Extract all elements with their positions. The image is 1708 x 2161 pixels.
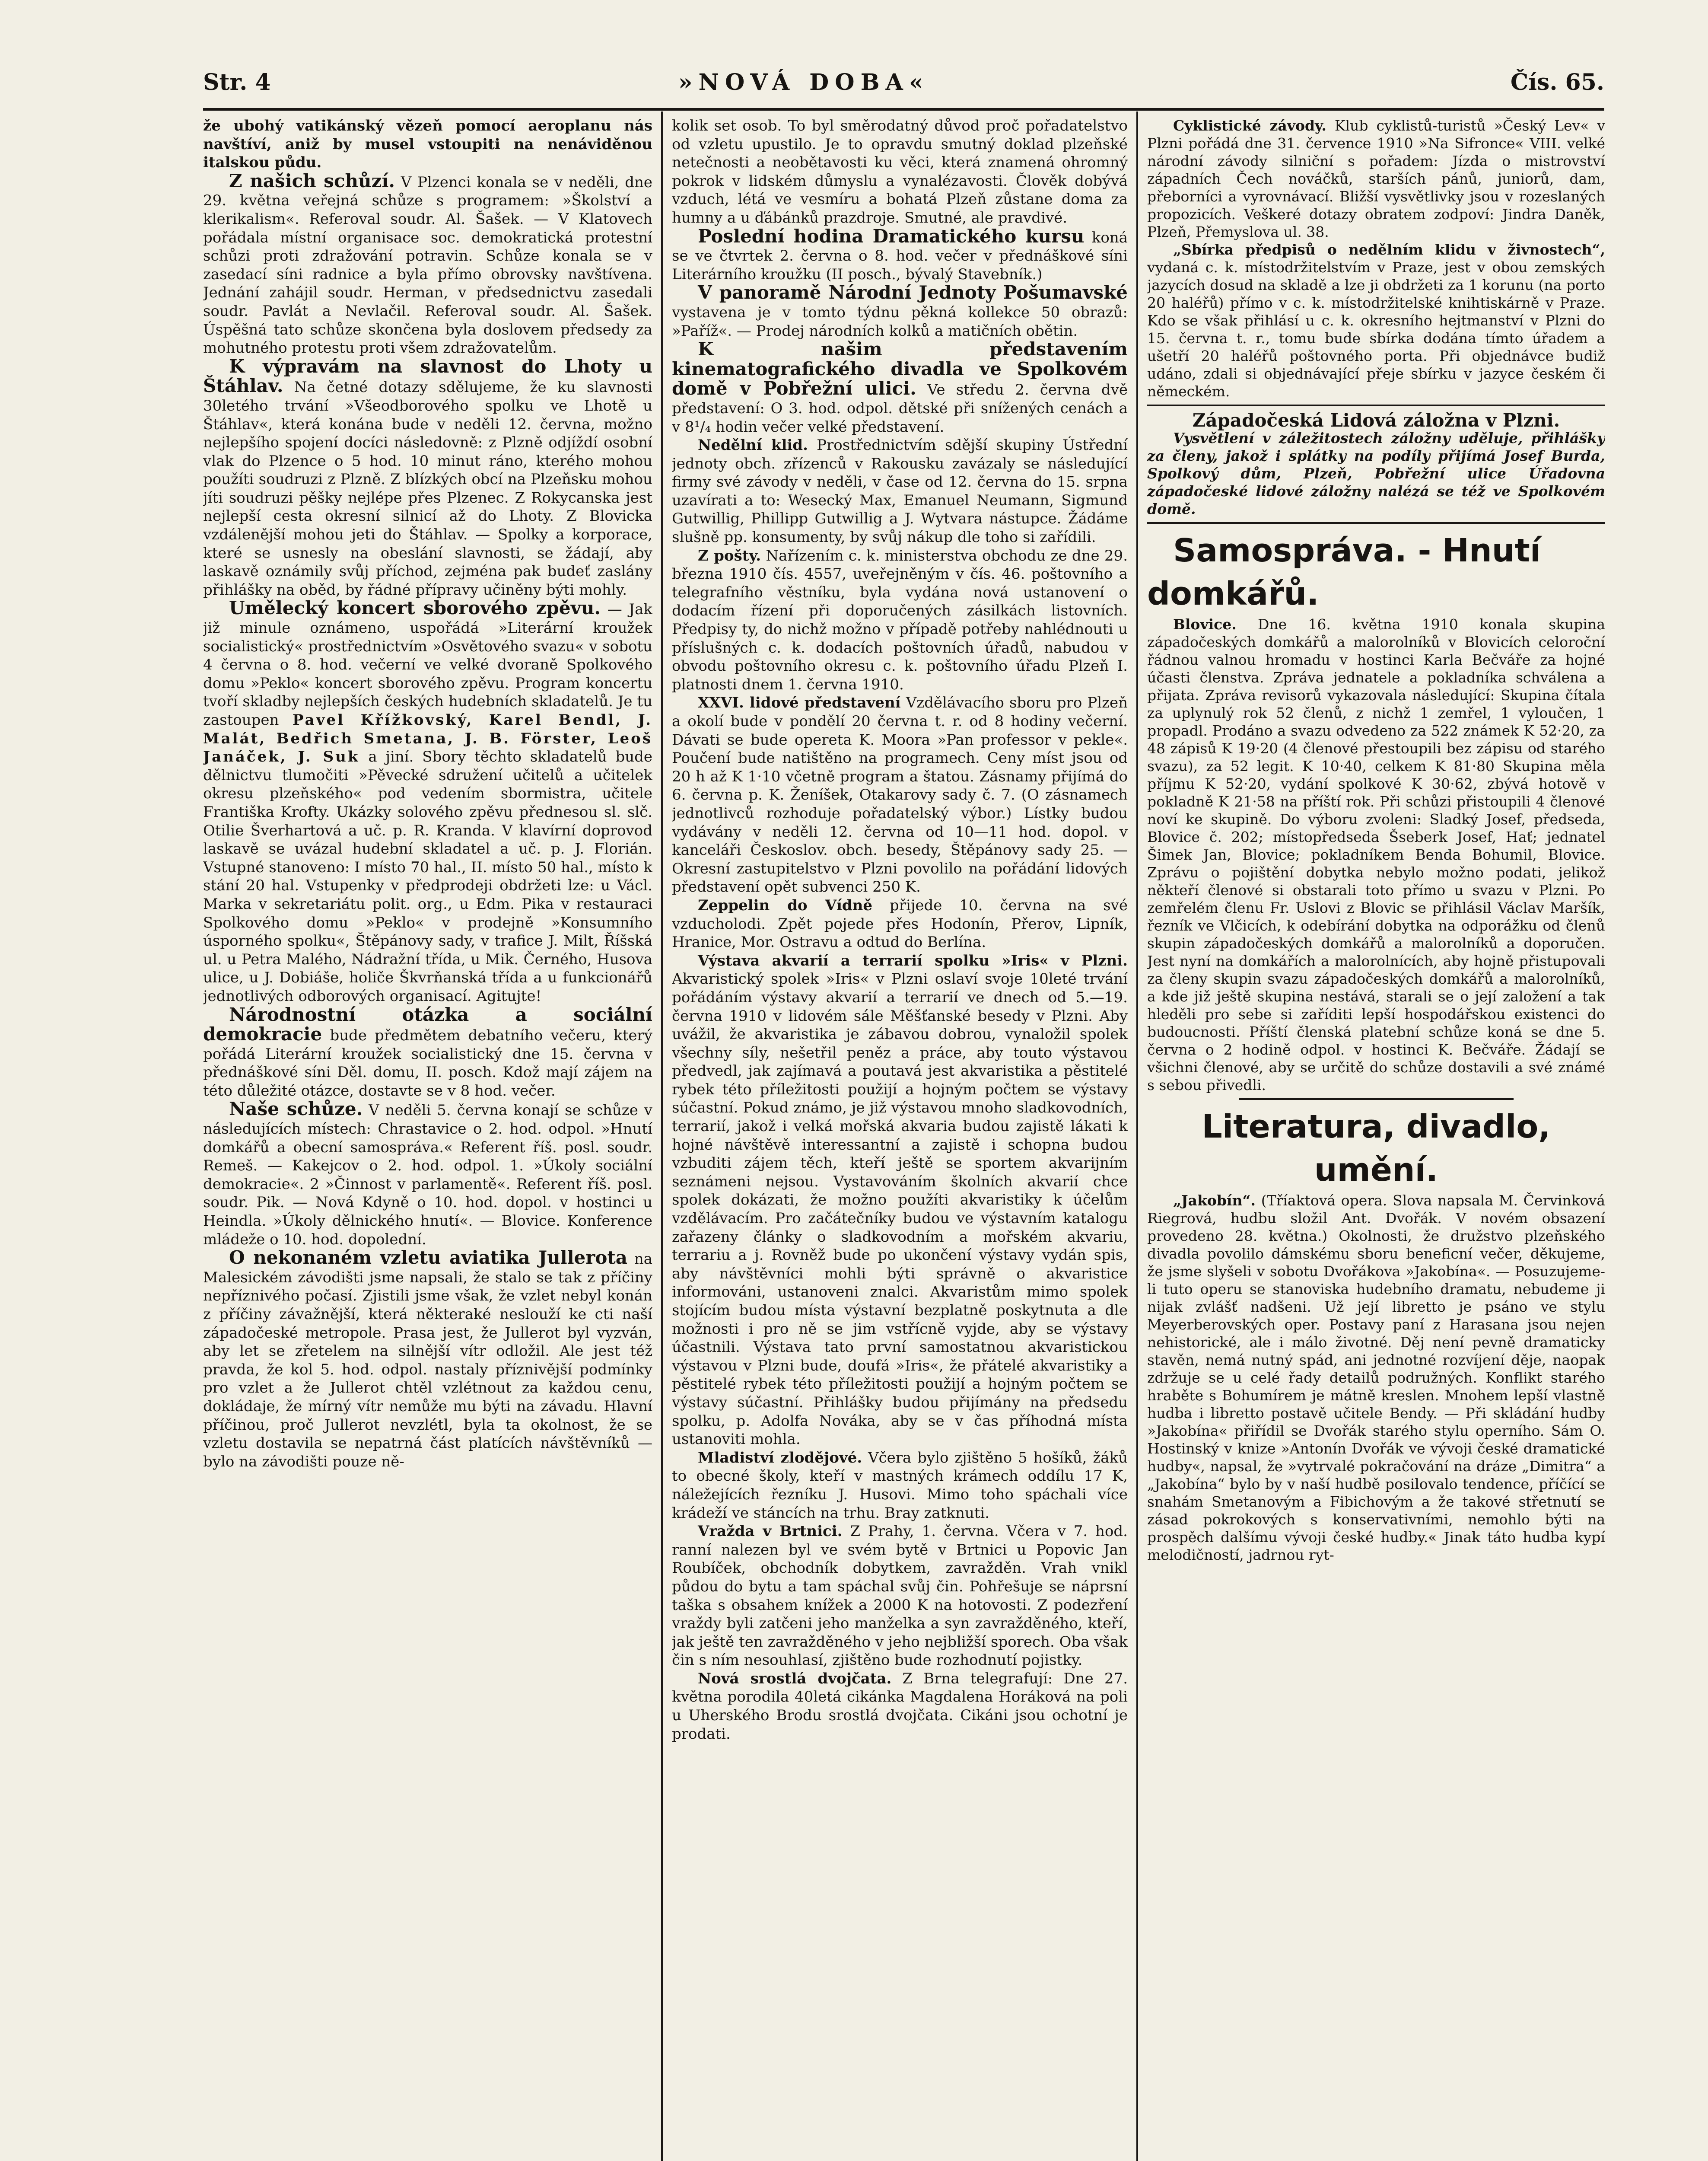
column-2 xyxy=(672,117,1128,2161)
article-vrazda: Vražda v Brtnici. Z Prahy, 1. června. Včera v 7. hod. ranní nalezen byl ve svém bytě v Brtnici u Popovic Jan Roubíček, obchodník dobytkem, zavražděn. Vrah vnikl půdou do bytu a tam spáchal svůj čin. Pohřešuje se náprsní taška s obsahem knížek a 2000 K na hotovosti. Z podezření vraždy byli zatčeni jeho manželka a syn zavražděného, kteří, jak ještě ten zavražděného v jeho nejbližší sporech. Oba však čin s ním nesouhlasí, zjištěno bude rozhodnutí pojistky. xyxy=(672,1523,1128,1669)
column-3 xyxy=(1147,117,1605,2161)
article-jakobin: „Jakobín“. (Tříaktová opera. Slova napsala M. Červinková Riegrová, hudbu složil Ant. Dvořák. V novém obsazení provedeno 28. května.) Okolnosti, že družstvo plzeňského divadla povolilo dámskému sboru beneficní večer, děkujeme, že jsme slyšeli v sobotu Dvořákova »Jakobína«. — Posuzujeme-li tuto operu se stanoviska hudebního dramatu, nebudeme ji nijak zvlášť nadšeni. Už její libretto je psáno ve stylu Meyerberovských oper. Postavy paní z Harasana jsou nejen nehistorické, ale i málo životné. Děj není pevně dramaticky stavěn, nemá nutný spád, ani jednotné rozvíjení děje, naopak zdržuje se u celé řady detailů podružných. Konflikt starého hraběte s Bohumírem je mátně kreslen. Mnohem lepší vlastně hudba i libretto postavě učitele Bendy. — Při skládání hudby »Jakobína« přiřídil se Dvořák starého stylu operního. Sám O. Hostinský v knize »Antonín Dvořák ve vývoji české dramatické hudby«, napsal, že »vytrvalé pokračování na dráze „Dimitra“ a „Jakobína“ bylo by v naší hudbě posilovalo tendence, příčící se snahám Smetanovým a Fibichovým a že takové střetnutí se zásad pokrokových s konservativními, nemohlo býti na prospěch dalšímu vývoji české hudby.« Jinak táto hudba kypí melodičností, jadrnou ryt- xyxy=(1147,1192,1605,1563)
ad-zalozna-body: Vysvětlení v záležitostech záložny uděluje, přihlášky za členy, jakož i splátky na podíly přijímá Josef Burda, Spolkový dům, Plzeň, Pobřežní ulice Úřadovna západočeské lidové záložny nalézá se též ve Spolkovém domě. xyxy=(1147,430,1605,517)
article-panorama: V panoramě Národní Jednoty Pošumavské vystavena je v tomto týdnu pěkná kollekce 50 obrazů: »Paříž«. — Prodej národních kolků a matičních obětin. xyxy=(672,282,1128,340)
page-number-left: Str. 4 xyxy=(203,69,271,96)
article-koncert: Umělecký koncert sborového zpěvu. — Jak již minule oznámeno, uspořádá »Literární kroužek socialistický« prostřednictvím »Osvětového svazu« v sobotu 4 června o 8. hod. večerní ve velké dvoraně Spolkového domu »Peklo« koncert sborového zpěvu. Program koncertu tvoří skladby nejlepších českých hudebních skladatelů. Je tu zastoupen Pavel Křížkovský, Karel Bendl, J. Malát, Bedřich Smetana, J. B. Förster, Leoš Janáček, J. Suk a jiní. Sbory těchto skladatelů bude dělnictvu tlumočiti »Pěvecké sdružení učitelů a učitelek okresu plzeňského« pod vedením sbormistra, učitele Františka Krofty. Ukázky solového zpěvu přednesou sl. slč. Otilie Šverhartová a uč. p. R. Kranda. V klavírní doprovod laskavě se uvázal hudební skladatel a uč. p. J. Florián. Vstupné stanoveno: I místo 70 hal., II. místo 50 hal., místo k stání 20 hal. Vstupenky v předprodeji obdržeti lze: u Václ. Marka v sekretariátu polit. org., u Edm. Pika v restauraci Spolkového domu »Peklo« v prodejně »Konsumního úsporného spolku«, Štěpánovy sady, v trafice J. Milt, Říšská ul. u Petra Malého, Nádražní třída, u Mik. Černého, Husova ulice, u J. Dobiáše, holiče Škvrňanská třída a u funkcionářů jednotlivých odborových organisací. Agitujte! xyxy=(203,597,652,1005)
article-vystava-akvarii: Výstava akvarií a terrarií spolku »Iris« v Plzni. Akvaristický spolek »Iris« v Plzni oslaví svoje 10leté trvání pořádáním výstavy akvarií a terrarií ve dnech od 5.—19. června 1910 v lidovém sále Měšťanské besedy v Plzni. Aby uvážil, že akvaristika je zábavou dobrou, vynaložil spolek všechny síly, nešetřil peněz a práce, aby touto výstavou předvedl, jak zajímavá a poutavá jest akvaristika a pěstitelé rybek této příležitosti použijí a hojným počtem se výstavy súčastní. Pokud známo, je již výstavou mnoho sladkovodních, terrarií, jakož i velká mořská akvaria budou zajistě lákati k hojné návštěvě interessantní a zajistě i schopna budou vzbuditi zájem těch, kteří ještě se sportem akvarijním seznámeni nejsou. Vystavováním školních akvarií chce spolek dokázati, že možno použíti akvaristiky k účelům vzdělávacím. Pro začátečníky budou ve výstavním katalogu zařazeny články o sladkovodním a mořském akvariu, terrariu a j. Rovněž bude po ukončení výstavy vydán spis, aby návštěvníci mohli býti správně o akvaristice informováni, ustanoveni znalci. Akvaristům mimo spolek stojícím budou místa výstavní bezplatně poskytnuta a dle možnosti i pro ně se jim vstřícně vyjde, aby se výstavy účastnili. Výstava tato první samostatnou akvaristickou výstavou v Plzni bude, doufá »Iris«, že přátelé akvaristiky a pěstitelé rybek této příležitosti použijí a hojným počtem se výstavy súčastní. Přihlášky budou přijímány na předsedu spolku, p. Adolfa Nováka, aby se v čas příhodná místa ustanoviti mohla. xyxy=(672,952,1128,1448)
column-1 xyxy=(203,117,652,2161)
column-divider-2 xyxy=(1136,112,1138,2161)
masthead-title: »NOVÁ DOBA« xyxy=(678,69,929,96)
article-nase-schuze: Naše schůze. V neděli 5. června konají se schůze v následujících místech: Chrastavice o 2. hod. odpol. »Hnutí domkářů a obecní samospráva.« Referent říš. posl. soudr. Remeš. — Kakejcov o 2. hod. odpol. 1. »Úkoly sociální demokracie«. 2 »Činnost v parlamentě«. Referent říš. posl. soudr. Pik. — Nová Kdyně o 10. hod. dopol. v hostinci u Heindla. »Úkoly dělnického hnutí«. — Blovice. Konference mládeže o 10. hod. dopolední. xyxy=(203,1098,652,1248)
article-blovice: Blovice. Dne 16. května 1910 konala skupina západočeských domkářů a malorolníků v Blovicích celoroční řádnou valnou hromadu v hostinci Karla Bečváře za hojné účasti členstva. Zpráva jednatele a pokladníka schválena a přijata. Zpráva revisorů vykazovala následující: Skupina čítala za uplynulý rok 52 členů, z nichž 1 zemřel, 1 vyloučen, 1 propadl. Prodáno a svazu odvedeno za 522 známek K 52·20, za 48 zápisů K 19·20 (4 členové přestoupili bez zápisu od starého svazu), za 52 legit. K 10·40, celkem K 81·80 Skupina měla příjmu K 52·20, vydání spolkové K 30·62, zbývá hotově v pokladně K 21·58 na příští rok. Při schůzi přistoupili 4 členové noví ke skupině. Do výboru zvoleni: Sladký Josef, předseda, Blovice č. 202; místopředseda Šseberk Josef, Hať; jednatel Šimek Jan, Blovice; pokladníkem Benda Bohumil, Blovice. Zprávu o pojištění dobytka nebylo možno podati, jelikož někteří členové si obstarali toto přímo u svazu v Plzni. Po zemřelém členu Fr. Uslovi z Blovic se přihlásil Václav Maršík, řezník ve Vlčicích, k odebírání dobytka na odporážku od členů skupin západočeských domkářů a malorolníků a doporučen. Jest nyní na domkářích a malorolnících, aby hojně přistupovali za členy skupin svazu západočeských domkářů a malorolníků, a kde již ještě skupina nestává, starali se o její založení a tak hleděli pro sebe si zaříditi lepší hospodářskou existenci do budoucnosti. Příští členská platební schůze koná se dne 5. června o 2 hodině odpol. v hostinci K. Bečváře. Žádají se všichni členové, aby se určitě do schůze dostavili a své známé s sebou přivedli. xyxy=(1147,616,1605,1093)
article-zeppelin: Zeppelin do Vídně přijede 10. června na své vzducholodi. Zpět pojede přes Hodonín, Přerov, Lipník, Hranice, Mor. Ostravu a odtud do Berlína. xyxy=(672,896,1128,951)
article-jullerot-continued: kolik set osob. To byl směrodatný důvod proč pořadatelstvo od vzletu upustilo. Je to opravdu smutný doklad plzeňské netečnosti a neobětavosti ku věci, která znamená ohromný pokrok v lidském důmyslu a vynalézavosti. Člověk dobývá vzduch, létá ve vesmíru a bohatá Plzeň zůstane doma za humny a u ďábánků prazdroje. Smutné, ale pravdivé. xyxy=(672,117,1128,226)
article-continuation: že ubohý vatikánský vězeň pomocí aeroplanu nás navštíví, aniž by musel vstoupiti na nenáviděnou italskou půdu. xyxy=(203,117,652,172)
section-rule xyxy=(1239,1098,1514,1100)
section-title-samosprava: Samospráva. - Hnutí domkářů. xyxy=(1147,532,1541,612)
article-narodnostni-otazka: Národnostní otázka a sociální demokracie bude předmětem debatního večeru, který pořádá Literární kroužek socialistický dne 15. června v přednáškové síni Děl. domu, II. posch. Kdož mají zájem na této důležité otázce, dostavte se v 8 hod. večer. xyxy=(203,1004,652,1100)
article-z-posty: Z pošty. Nařízením c. k. ministerstva obchodu ze dne 29. března 1910 čís. 4557, uveřejněným v čís. 46. poštovního a telegrafního věstníku, byla vydána nová ustanovení o dodacím řízení při doporučených zásilkách listovních. Předpisy ty, do nichž možno v případě potřeby nahlédnouti u příslušných c. k. dodacích poštovních úřadů, nabudou v obvodu poštovního okresu c. k. poštovního úřadu Plzeň I. platnosti dnem 1. června 1910. xyxy=(672,547,1128,693)
issue-number: Čís. 65. xyxy=(1510,69,1604,96)
article-dramaticky-kurs: Poslední hodina Dramatického kursu koná se ve čtvrtek 2. června o 8. hod. večer v přednáškové síni Literárního kroužku (II posch., bývalý Stavebník.) xyxy=(672,225,1128,283)
ad-zalozna-title: Západočeská Lidová záložna v Plzni. xyxy=(1192,410,1560,431)
section-title-literatura: Literatura, divadlo, umění. xyxy=(1202,1108,1551,1189)
article-nasich-schuzi: Z našich schůzí. V Plzenci konala se v neděli, dne 29. května veřejná schůze s programem: »Školství a klerikalism«. Referoval soudr. Al. Šašek. — V Klatovech pořádala místní organisace soc. demokratická protestní schůzi proti zdražování potravin. Schůze konala se v zasedací síni radnice a byla přímo obrovsky navštívena. Jednání zahájil soudr. Herman, v předsednictvu zasedali soudr. Pavlát a Nevlačil. Referoval soudr. Al. Šašek. Úspěšná tato schůze skončena byla doslovem předsedy za mohutného protestu proti všem zdražovatelům. xyxy=(203,170,652,357)
box-rule-top xyxy=(1147,405,1605,406)
page-header xyxy=(203,65,1604,104)
header-rule xyxy=(203,108,1604,111)
article-sbirka-predpisu: „Sbírka předpisů o nedělním klidu v živnostech“, vydaná c. k. místodržitelstvím v Praze, jest v obou zemských jazycích dosud na skladě a lze ji obdržeti za 1 korunu (na porto 20 haléřů) přímo v c. k. místodržitelské knihtiskárně v Praze. Kdo se však přihlásí u c. k. okresního hejtmanství v Plzni do 15. června t. r., tomu bude sbírka dodána tímto úřadem a ušetří 20 haléřů poštovného porta. Při objednávce budiž udáno, zdali si objednávající přeje sbírku v jazyce českém či německém. xyxy=(1147,241,1605,400)
article-dvojcata: Nová srostlá dvojčata. Z Brna telegrafují: Dne 27. května porodila 40letá cikánka Magdalena Horáková na poli u Uherského Brodu srostlá dvojčata. Cikáni jsou ochotní je prodati. xyxy=(672,1670,1128,1743)
article-kinematograf: K našim představením kinematografického divadla ve Spolkovém domě v Pobřežní ulici. Ve středu 2. června dvě představení: O 3. hod. odpol. dětské při snížených cenách a v 8¹/₄ hodin večer velké představení. xyxy=(672,338,1128,436)
article-zlodejove: Mladiství zlodějové. Včera bylo zjištěno 5 hošíků, žáků to obecné školy, kteří v mastných krámech oddílu 17 K, náležejících řezníku J. Husovi. Mimo toho spáchali více krádeží ve stáncích na trhu. Bray zatknuti. xyxy=(672,1449,1128,1522)
article-cyklisticke-zavody: Cyklistické závody. Klub cyklistů-turistů »Český Lev« v Plzni pořádá dne 31. července 1910 »Na Sifronce« VIII. velké národní závody silniční s pořadem: Jízda o mistrovství západních Čech nováčků, starších pánů, juniorů, dam, přeborníci a vyrovnávací. Bližší vysvětlivky jsou v rozeslaných propozicích. Veškeré dotazy obratem zodpoví: Jindra Daněk, Plzeň, Přemyslova ul. 38. xyxy=(1147,117,1605,240)
article-lhota: K výpravám na slavnost do Lhoty u Štáhlav. Na četné dotazy sdělujeme, že ku slavnosti 30letého trvání »Všeodborového spolku ve Lhotě u Štáhlav«, která konána bude v neděli 12. června, možno nejlepšího spojení docíci následovně: z Plzně odjíždí osobní vlak do Plzence o 5 hod. 10 minut ráno, kterého mohou použíti soudruzi z Plzně. Z blízkých obcí na Plzeňsku mohou jíti soudruzi pěšky nejlépe přes Plzenec. Z Rokycanska jest nejlepší cesta okresní silnicí až do Lhoty. Z Blovicka vzdálenější mohou jeti do Štáhlav. — Spolky a korporace, které se usnesly na obeslání slavnosti, se žádají, aby laskavě oznámily svůj příchod, zejména pak budeť zaslány přihlášky na oběd, by řádné přípravy učiněny býti mohly. xyxy=(203,355,652,599)
article-lidove-predstaveni: XXVI. lidové představení Vzdělávacího sboru pro Plzeň a okolí bude v pondělí 20 června t. r. od 8 hodiny večerní. Dávati se bude opereta K. Moora »Pan professor v pekle«. Poučení bude natištěno na programech. Ceny míst jsou od 20 h až K 1·10 včetně program a štatou. Zásnamy přijímá do 6. června p. K. Ženíšek, Otakarovy sady č. 7. (O zásnamech jednotlivců rozhoduje pořadatelský výbor.) Lístky budou vydávány v neděli 12. června od 10—11 hod. dopol. v kanceláři Českoslov. obch. besedy, Štěpánovy sady 25. — Okresní zastupitelstvo v Plzni povolilo na pořádání lidových představení opět subvenci 250 K. xyxy=(672,694,1128,896)
article-jullerot: O nekonaném vzletu aviatika Jullerota na Malesickém závodišti jsme napsali, že stalo se tak z příčiny nepříznivého počasí. Zjistili jsme však, že vzlet nebyl konán z příčiny závažnější, která některaké neslouží ke cti naší západočeské metropole. Prasa jest, že Jullerot byl vyzván, aby let se zřetelem na silnější vítr odložil. Ale jest též pravda, že kol 5. hod. odpol. nastaly příznivější podmínky pro vzlet a že Jullerot chtěl vzlétnout za každou cenu, dokládaje, že mírný vítr nemůže mu býti na závadu. Hlavní příčinou, proč Jullerot nevzlétl, byla ta okolnost, že se vzletu dostavila se nepatrná část platících návštěvníků — bylo na závodišti pouze ně- xyxy=(203,1247,652,1470)
box-rule-bottom xyxy=(1147,522,1605,524)
column-divider-1 xyxy=(661,112,663,2161)
article-nedelni-klid: Nedělní klid. Prostřednictvím sdější skupiny Ústřední jednoty obch. zřízenců v Rakousku zavázaly se následující firmy své závody v neděli, v čase od 12. června do 15. srpna uzavírati a to: Wesecký Max, Emanuel Neumann, Sigmund Gutwillig, Phillipp Gutwillig a J. Wytvara nástupce. Žádáme slušně pp. konsumenty, by svůj nákup dle toho si zařídili. xyxy=(672,437,1128,546)
